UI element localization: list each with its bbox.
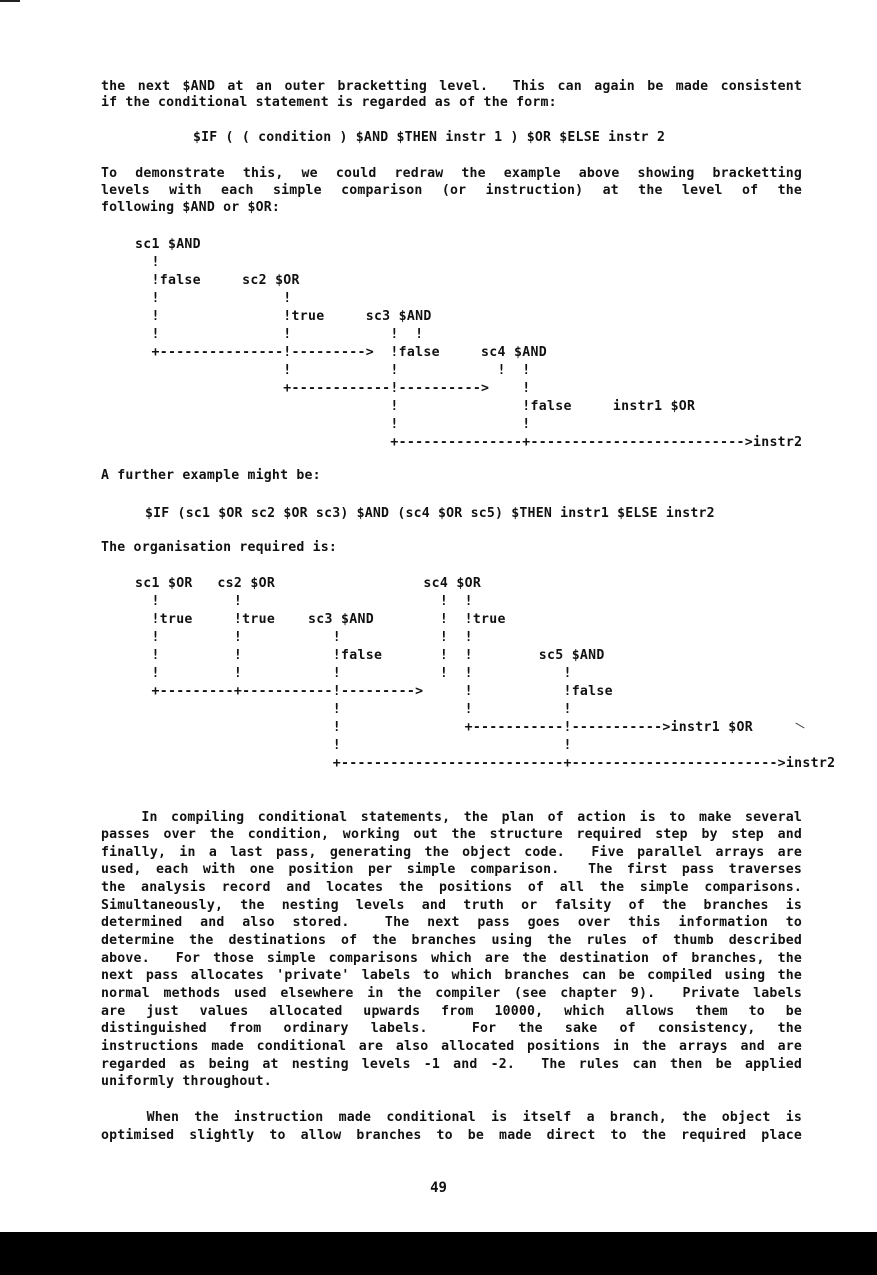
diagram-line: ! ! ! ! ! !: [135, 666, 572, 681]
diagram-line: ! +-----------!----------->instr1 $OR: [135, 720, 753, 735]
diagram-line: +---------+-----------!---------> ! !false: [135, 684, 613, 699]
scan-edge-mark: [0, 0, 20, 2]
diagram-line: +---------------+-------------------------->instr2: [135, 435, 803, 450]
diagram-line: ! !: [135, 417, 531, 432]
text-line: normal methods used elsewhere in the compiler (see chapter 9). Private labels: [101, 986, 802, 1001]
diagram-line: ! ! ! !: [135, 327, 424, 342]
diagram-line: ! !: [135, 291, 292, 306]
text-line: In compiling conditional statements, the plan of action is to make several: [101, 810, 802, 825]
page-number: 49: [430, 1180, 447, 1196]
text-line: if the conditional statement is regarded as of the form:: [101, 95, 557, 110]
diagram-line: !: [135, 255, 160, 270]
diagram-line: +---------------------------+------------------------->instr2: [135, 756, 836, 771]
diagram-line: !false sc2 $OR: [135, 273, 300, 288]
text-line: optimised slightly to allow branches to be made direct to the required place: [101, 1128, 802, 1143]
paragraph-3: A further example might be:: [101, 468, 321, 483]
text-line: levels with each simple comparison (or instruction) at the level of the: [101, 183, 802, 198]
text-line: To demonstrate this, we could redraw the example above showing bracketting: [101, 166, 802, 181]
text-line: are just values allocated upwards from 10000, which allows them to be: [101, 1004, 802, 1019]
text-line: the analysis record and locates the positions of all the simple comparisons.: [101, 880, 802, 895]
text-line: determine the destinations of the branches using the rules of thumb described: [101, 933, 802, 948]
paragraph-4: The organisation required is:: [101, 540, 338, 555]
diagram-line: ! !: [135, 738, 572, 753]
text-line: above. For those simple comparisons which are the destination of branches, the: [101, 951, 802, 966]
diagram-line: ! ! ! !: [135, 594, 473, 609]
text-line: passes over the condition, working out the structure required step by step and: [101, 827, 802, 842]
text-line: next pass allocates 'private' labels to which branches can be compiled using the: [101, 968, 802, 983]
diagram-line: sc1 $OR cs2 $OR sc4 $OR: [135, 576, 482, 591]
diagram-line: sc1 $AND: [135, 237, 201, 252]
text-line: the next $AND at an outer bracketting level. This can again be made consistent: [101, 79, 802, 94]
formula-if-and-or: $IF ( ( condition ) $AND $THEN instr 1 ) $OR $ELSE instr 2: [193, 130, 666, 145]
text-line: uniformly throughout.: [101, 1074, 272, 1089]
text-line: determined and also stored. The next pass goes over this information to: [101, 915, 802, 930]
diagram-line: +------------!----------> !: [135, 381, 531, 396]
formula-example-2: $IF (sc1 $OR sc2 $OR sc3) $AND (sc4 $OR sc5) $THEN instr1 $ELSE instr2: [145, 506, 715, 521]
text-line: used, each with one position per simple comparison. The first pass traverses: [101, 862, 802, 877]
bracket-diagram-2: [135, 575, 835, 773]
text-line: finally, in a last pass, generating the object code. Five parallel arrays are: [101, 845, 802, 860]
diagram-line: +---------------!---------> !false sc4 $AND: [135, 345, 547, 360]
bracket-diagram-1: [135, 236, 802, 452]
diagram-line: ! ! ! ! !: [135, 630, 473, 645]
diagram-line: ! ! !false ! ! sc5 $AND: [135, 648, 605, 663]
text-line: Simultaneously, the nesting levels and truth or falsity of the branches is: [101, 898, 802, 913]
diagram-line: ! ! !: [135, 702, 572, 717]
text-line: regarded as being at nesting levels -1 and -2. The rules can then be applied: [101, 1057, 802, 1072]
diagram-line: ! ! ! !: [135, 363, 531, 378]
diagram-line: ! !false instr1 $OR: [135, 399, 696, 414]
text-line: distinguished from ordinary labels. For the sake of consistency, the: [101, 1021, 802, 1036]
scan-bottom-border: [0, 1232, 877, 1275]
text-line: following $AND or $OR:: [101, 200, 281, 215]
text-line: instructions made conditional are also allocated positions in the arrays and are: [101, 1039, 802, 1054]
diagram-line: ! !true sc3 $AND: [135, 309, 432, 324]
diagram-line: !true !true sc3 $AND ! !true: [135, 612, 506, 627]
text-line: When the instruction made conditional is itself a branch, the object is: [101, 1110, 802, 1125]
